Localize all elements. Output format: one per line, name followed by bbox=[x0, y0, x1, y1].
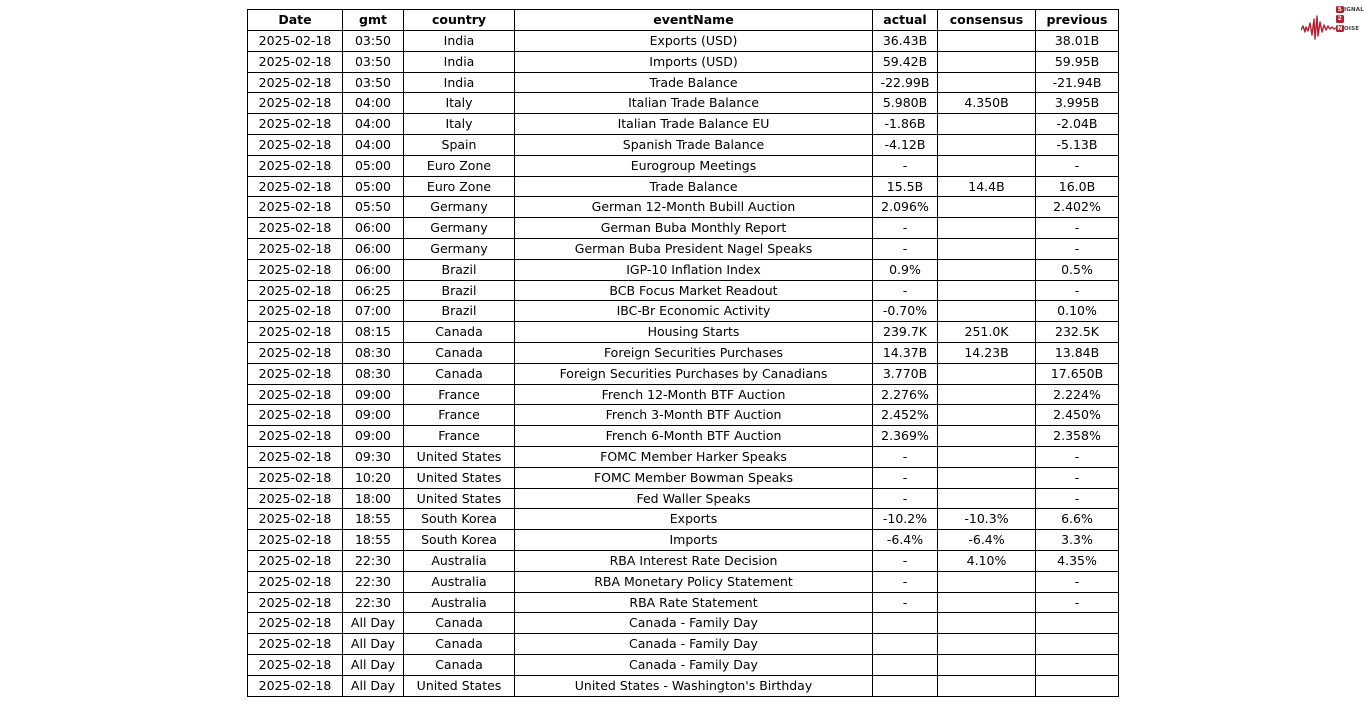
cell-Date: 2025-02-18 bbox=[248, 72, 343, 93]
cell-Date: 2025-02-18 bbox=[248, 467, 343, 488]
cell-country: Brazil bbox=[404, 280, 515, 301]
cell-country: India bbox=[404, 72, 515, 93]
cell-Date: 2025-02-18 bbox=[248, 488, 343, 509]
cell-gmt: 05:00 bbox=[343, 155, 404, 176]
cell-eventName: IBC-Br Economic Activity bbox=[515, 301, 873, 322]
cell-actual: 239.7K bbox=[873, 322, 938, 343]
cell-gmt: 18:55 bbox=[343, 509, 404, 530]
cell-consensus bbox=[938, 426, 1036, 447]
cell-eventName: Foreign Securities Purchases bbox=[515, 342, 873, 363]
cell-Date: 2025-02-18 bbox=[248, 134, 343, 155]
table-row bbox=[248, 301, 1119, 322]
cell-gmt: 22:30 bbox=[343, 550, 404, 571]
cell-eventName: Canada - Family Day bbox=[515, 634, 873, 655]
signal2noise-logo bbox=[1301, 4, 1363, 44]
events-table bbox=[247, 9, 1119, 697]
table-row bbox=[248, 114, 1119, 135]
cell-actual bbox=[873, 613, 938, 634]
cell-previous: 13.84B bbox=[1036, 342, 1119, 363]
cell-country: Canada bbox=[404, 634, 515, 655]
cell-consensus bbox=[938, 363, 1036, 384]
cell-eventName: RBA Rate Statement bbox=[515, 592, 873, 613]
cell-eventName: German Buba Monthly Report bbox=[515, 218, 873, 239]
table-row bbox=[248, 613, 1119, 634]
cell-previous: 0.5% bbox=[1036, 259, 1119, 280]
cell-actual: 14.37B bbox=[873, 342, 938, 363]
table-row bbox=[248, 72, 1119, 93]
cell-gmt: 05:00 bbox=[343, 176, 404, 197]
cell-eventName: German 12-Month Bubill Auction bbox=[515, 197, 873, 218]
cell-eventName: German Buba President Nagel Speaks bbox=[515, 238, 873, 259]
cell-previous: -2.04B bbox=[1036, 114, 1119, 135]
cell-eventName: Fed Waller Speaks bbox=[515, 488, 873, 509]
logo-signal-rest: IGNAL bbox=[1344, 6, 1364, 13]
cell-actual: -4.12B bbox=[873, 134, 938, 155]
cell-eventName: Canada - Family Day bbox=[515, 613, 873, 634]
cell-actual: 36.43B bbox=[873, 31, 938, 52]
cell-consensus: -10.3% bbox=[938, 509, 1036, 530]
cell-previous bbox=[1036, 634, 1119, 655]
cell-eventName: Housing Starts bbox=[515, 322, 873, 343]
cell-consensus bbox=[938, 238, 1036, 259]
cell-consensus bbox=[938, 571, 1036, 592]
cell-consensus bbox=[938, 384, 1036, 405]
cell-eventName: Eurogroup Meetings bbox=[515, 155, 873, 176]
cell-consensus bbox=[938, 134, 1036, 155]
cell-previous bbox=[1036, 675, 1119, 696]
cell-country: United States bbox=[404, 488, 515, 509]
cell-eventName: Imports (USD) bbox=[515, 51, 873, 72]
cell-previous: -21.94B bbox=[1036, 72, 1119, 93]
table-row bbox=[248, 93, 1119, 114]
cell-gmt: 08:30 bbox=[343, 363, 404, 384]
cell-actual: -10.2% bbox=[873, 509, 938, 530]
column-header-country: country bbox=[404, 10, 515, 31]
cell-consensus: 251.0K bbox=[938, 322, 1036, 343]
cell-gmt: 09:00 bbox=[343, 384, 404, 405]
cell-gmt: 05:50 bbox=[343, 197, 404, 218]
cell-country: Germany bbox=[404, 238, 515, 259]
cell-country: Australia bbox=[404, 571, 515, 592]
cell-country: France bbox=[404, 405, 515, 426]
column-header-actual: actual bbox=[873, 10, 938, 31]
cell-Date: 2025-02-18 bbox=[248, 634, 343, 655]
cell-previous: - bbox=[1036, 592, 1119, 613]
cell-consensus bbox=[938, 155, 1036, 176]
cell-consensus: 4.10% bbox=[938, 550, 1036, 571]
cell-Date: 2025-02-18 bbox=[248, 114, 343, 135]
cell-country: Germany bbox=[404, 218, 515, 239]
cell-consensus: 4.350B bbox=[938, 93, 1036, 114]
cell-Date: 2025-02-18 bbox=[248, 31, 343, 52]
cell-actual: - bbox=[873, 592, 938, 613]
cell-eventName: French 3-Month BTF Auction bbox=[515, 405, 873, 426]
cell-eventName: Italian Trade Balance bbox=[515, 93, 873, 114]
cell-actual: 5.980B bbox=[873, 93, 938, 114]
cell-previous: 2.450% bbox=[1036, 405, 1119, 426]
cell-gmt: 22:30 bbox=[343, 571, 404, 592]
cell-gmt: 06:00 bbox=[343, 259, 404, 280]
table-header bbox=[248, 10, 1119, 31]
cell-gmt: 07:00 bbox=[343, 301, 404, 322]
table-row bbox=[248, 363, 1119, 384]
table-row bbox=[248, 384, 1119, 405]
table-row bbox=[248, 654, 1119, 675]
cell-country: United States bbox=[404, 446, 515, 467]
cell-country: France bbox=[404, 384, 515, 405]
cell-previous: 38.01B bbox=[1036, 31, 1119, 52]
table-row bbox=[248, 426, 1119, 447]
cell-actual: 2.096% bbox=[873, 197, 938, 218]
cell-gmt: All Day bbox=[343, 634, 404, 655]
cell-gmt: 06:00 bbox=[343, 238, 404, 259]
cell-actual: - bbox=[873, 218, 938, 239]
cell-eventName: Trade Balance bbox=[515, 72, 873, 93]
cell-Date: 2025-02-18 bbox=[248, 426, 343, 447]
cell-previous: - bbox=[1036, 218, 1119, 239]
cell-previous: 2.358% bbox=[1036, 426, 1119, 447]
cell-previous: - bbox=[1036, 155, 1119, 176]
cell-actual: -0.70% bbox=[873, 301, 938, 322]
cell-eventName: IGP-10 Inflation Index bbox=[515, 259, 873, 280]
cell-consensus bbox=[938, 31, 1036, 52]
cell-Date: 2025-02-18 bbox=[248, 197, 343, 218]
cell-country: Canada bbox=[404, 363, 515, 384]
cell-previous: - bbox=[1036, 571, 1119, 592]
cell-gmt: 03:50 bbox=[343, 51, 404, 72]
cell-country: Brazil bbox=[404, 301, 515, 322]
cell-Date: 2025-02-18 bbox=[248, 259, 343, 280]
cell-actual: 0.9% bbox=[873, 259, 938, 280]
logo-line-noise bbox=[1336, 24, 1364, 33]
cell-country: Italy bbox=[404, 114, 515, 135]
cell-country: Euro Zone bbox=[404, 176, 515, 197]
cell-Date: 2025-02-18 bbox=[248, 530, 343, 551]
cell-consensus bbox=[938, 280, 1036, 301]
cell-Date: 2025-02-18 bbox=[248, 322, 343, 343]
cell-eventName: BCB Focus Market Readout bbox=[515, 280, 873, 301]
cell-consensus: 14.4B bbox=[938, 176, 1036, 197]
cell-country: Australia bbox=[404, 592, 515, 613]
table-row bbox=[248, 218, 1119, 239]
cell-country: Italy bbox=[404, 93, 515, 114]
cell-consensus bbox=[938, 654, 1036, 675]
cell-country: Germany bbox=[404, 197, 515, 218]
cell-country: France bbox=[404, 426, 515, 447]
cell-Date: 2025-02-18 bbox=[248, 342, 343, 363]
cell-previous: 0.10% bbox=[1036, 301, 1119, 322]
cell-Date: 2025-02-18 bbox=[248, 675, 343, 696]
cell-consensus bbox=[938, 301, 1036, 322]
column-header-gmt: gmt bbox=[343, 10, 404, 31]
cell-actual: -1.86B bbox=[873, 114, 938, 135]
logo-n-badge: N bbox=[1337, 24, 1343, 32]
cell-actual bbox=[873, 634, 938, 655]
cell-actual: -22.99B bbox=[873, 72, 938, 93]
table-row bbox=[248, 134, 1119, 155]
cell-consensus bbox=[938, 592, 1036, 613]
column-header-consensus: consensus bbox=[938, 10, 1036, 31]
cell-previous: - bbox=[1036, 280, 1119, 301]
cell-actual: 59.42B bbox=[873, 51, 938, 72]
table-row bbox=[248, 446, 1119, 467]
cell-country: Canada bbox=[404, 613, 515, 634]
cell-consensus bbox=[938, 446, 1036, 467]
cell-country: United States bbox=[404, 467, 515, 488]
cell-country: Euro Zone bbox=[404, 155, 515, 176]
cell-Date: 2025-02-18 bbox=[248, 654, 343, 675]
table-row bbox=[248, 197, 1119, 218]
cell-consensus bbox=[938, 51, 1036, 72]
cell-actual: 15.5B bbox=[873, 176, 938, 197]
cell-consensus: -6.4% bbox=[938, 530, 1036, 551]
cell-country: Spain bbox=[404, 134, 515, 155]
cell-actual bbox=[873, 654, 938, 675]
cell-actual: 2.276% bbox=[873, 384, 938, 405]
cell-previous: 2.402% bbox=[1036, 197, 1119, 218]
cell-actual: - bbox=[873, 446, 938, 467]
cell-actual: - bbox=[873, 571, 938, 592]
cell-gmt: 09:30 bbox=[343, 446, 404, 467]
table-row bbox=[248, 238, 1119, 259]
cell-actual: - bbox=[873, 155, 938, 176]
cell-gmt: 18:00 bbox=[343, 488, 404, 509]
cell-Date: 2025-02-18 bbox=[248, 592, 343, 613]
cell-gmt: All Day bbox=[343, 613, 404, 634]
cell-previous: - bbox=[1036, 488, 1119, 509]
cell-Date: 2025-02-18 bbox=[248, 363, 343, 384]
cell-actual: - bbox=[873, 488, 938, 509]
cell-actual: 2.369% bbox=[873, 426, 938, 447]
cell-previous: 17.650B bbox=[1036, 363, 1119, 384]
column-header-eventName: eventName bbox=[515, 10, 873, 31]
cell-Date: 2025-02-18 bbox=[248, 238, 343, 259]
cell-actual bbox=[873, 675, 938, 696]
cell-previous: 16.0B bbox=[1036, 176, 1119, 197]
cell-Date: 2025-02-18 bbox=[248, 613, 343, 634]
header-row bbox=[248, 10, 1119, 31]
cell-eventName: French 6-Month BTF Auction bbox=[515, 426, 873, 447]
cell-Date: 2025-02-18 bbox=[248, 155, 343, 176]
table-row bbox=[248, 322, 1119, 343]
cell-previous: 3.995B bbox=[1036, 93, 1119, 114]
cell-gmt: 08:15 bbox=[343, 322, 404, 343]
cell-gmt: 09:00 bbox=[343, 426, 404, 447]
cell-previous bbox=[1036, 613, 1119, 634]
table-row bbox=[248, 509, 1119, 530]
cell-actual: - bbox=[873, 467, 938, 488]
table-row bbox=[248, 550, 1119, 571]
table-row bbox=[248, 155, 1119, 176]
cell-previous bbox=[1036, 654, 1119, 675]
table-row bbox=[248, 634, 1119, 655]
logo-line-signal bbox=[1336, 5, 1364, 14]
cell-eventName: Italian Trade Balance EU bbox=[515, 114, 873, 135]
cell-eventName: RBA Monetary Policy Statement bbox=[515, 571, 873, 592]
cell-Date: 2025-02-18 bbox=[248, 301, 343, 322]
column-header-previous: previous bbox=[1036, 10, 1119, 31]
cell-consensus bbox=[938, 613, 1036, 634]
cell-previous: 4.35% bbox=[1036, 550, 1119, 571]
table-row bbox=[248, 405, 1119, 426]
cell-gmt: 18:55 bbox=[343, 530, 404, 551]
cell-previous: 232.5K bbox=[1036, 322, 1119, 343]
cell-eventName: FOMC Member Bowman Speaks bbox=[515, 467, 873, 488]
cell-consensus: 14.23B bbox=[938, 342, 1036, 363]
logo-text bbox=[1336, 5, 1364, 34]
cell-country: South Korea bbox=[404, 509, 515, 530]
cell-actual: 2.452% bbox=[873, 405, 938, 426]
economic-calendar bbox=[247, 9, 1119, 697]
table-row bbox=[248, 488, 1119, 509]
logo-s-badge: S bbox=[1337, 5, 1342, 13]
cell-previous: - bbox=[1036, 238, 1119, 259]
cell-previous: -5.13B bbox=[1036, 134, 1119, 155]
cell-eventName: RBA Interest Rate Decision bbox=[515, 550, 873, 571]
cell-gmt: All Day bbox=[343, 675, 404, 696]
cell-gmt: 04:00 bbox=[343, 114, 404, 135]
cell-consensus bbox=[938, 488, 1036, 509]
cell-previous: - bbox=[1036, 446, 1119, 467]
cell-gmt: 22:30 bbox=[343, 592, 404, 613]
cell-gmt: 10:20 bbox=[343, 467, 404, 488]
cell-country: Canada bbox=[404, 322, 515, 343]
cell-previous: 59.95B bbox=[1036, 51, 1119, 72]
cell-Date: 2025-02-18 bbox=[248, 280, 343, 301]
column-header-Date: Date bbox=[248, 10, 343, 31]
table-row bbox=[248, 176, 1119, 197]
table-row bbox=[248, 51, 1119, 72]
cell-country: India bbox=[404, 51, 515, 72]
cell-actual: - bbox=[873, 238, 938, 259]
table-row bbox=[248, 592, 1119, 613]
cell-previous: 3.3% bbox=[1036, 530, 1119, 551]
cell-consensus bbox=[938, 405, 1036, 426]
table-row bbox=[248, 571, 1119, 592]
cell-gmt: 06:00 bbox=[343, 218, 404, 239]
cell-Date: 2025-02-18 bbox=[248, 93, 343, 114]
cell-gmt: 04:00 bbox=[343, 93, 404, 114]
logo-line-2 bbox=[1336, 15, 1364, 24]
cell-previous: 6.6% bbox=[1036, 509, 1119, 530]
cell-gmt: 03:50 bbox=[343, 72, 404, 93]
cell-Date: 2025-02-18 bbox=[248, 384, 343, 405]
cell-eventName: Trade Balance bbox=[515, 176, 873, 197]
waveform-icon bbox=[1301, 14, 1339, 40]
cell-actual: - bbox=[873, 280, 938, 301]
cell-actual: - bbox=[873, 550, 938, 571]
cell-eventName: Exports (USD) bbox=[515, 31, 873, 52]
cell-Date: 2025-02-18 bbox=[248, 176, 343, 197]
cell-gmt: All Day bbox=[343, 654, 404, 675]
cell-Date: 2025-02-18 bbox=[248, 550, 343, 571]
cell-country: Australia bbox=[404, 550, 515, 571]
cell-eventName: French 12-Month BTF Auction bbox=[515, 384, 873, 405]
cell-consensus bbox=[938, 114, 1036, 135]
cell-consensus bbox=[938, 218, 1036, 239]
cell-consensus bbox=[938, 197, 1036, 218]
cell-eventName: FOMC Member Harker Speaks bbox=[515, 446, 873, 467]
cell-eventName: Foreign Securities Purchases by Canadians bbox=[515, 363, 873, 384]
cell-actual: 3.770B bbox=[873, 363, 938, 384]
cell-gmt: 06:25 bbox=[343, 280, 404, 301]
cell-country: South Korea bbox=[404, 530, 515, 551]
cell-country: Canada bbox=[404, 342, 515, 363]
cell-actual: -6.4% bbox=[873, 530, 938, 551]
cell-gmt: 09:00 bbox=[343, 405, 404, 426]
cell-Date: 2025-02-18 bbox=[248, 218, 343, 239]
logo-2-badge: 2 bbox=[1337, 15, 1342, 23]
cell-eventName: Imports bbox=[515, 530, 873, 551]
table-body bbox=[248, 31, 1119, 697]
cell-Date: 2025-02-18 bbox=[248, 51, 343, 72]
cell-consensus bbox=[938, 259, 1036, 280]
cell-Date: 2025-02-18 bbox=[248, 509, 343, 530]
cell-gmt: 03:50 bbox=[343, 31, 404, 52]
cell-country: United States bbox=[404, 675, 515, 696]
table-row bbox=[248, 530, 1119, 551]
table-row bbox=[248, 342, 1119, 363]
table-row bbox=[248, 467, 1119, 488]
cell-eventName: Spanish Trade Balance bbox=[515, 134, 873, 155]
table-row bbox=[248, 675, 1119, 696]
table-row bbox=[248, 31, 1119, 52]
cell-consensus bbox=[938, 72, 1036, 93]
table-row bbox=[248, 280, 1119, 301]
cell-gmt: 04:00 bbox=[343, 134, 404, 155]
cell-previous: 2.224% bbox=[1036, 384, 1119, 405]
cell-country: Canada bbox=[404, 654, 515, 675]
cell-country: India bbox=[404, 31, 515, 52]
table-row bbox=[248, 259, 1119, 280]
cell-eventName: United States - Washington's Birthday bbox=[515, 675, 873, 696]
cell-consensus bbox=[938, 675, 1036, 696]
cell-country: Brazil bbox=[404, 259, 515, 280]
logo-noise-rest: OISE bbox=[1344, 25, 1360, 32]
cell-eventName: Canada - Family Day bbox=[515, 654, 873, 675]
cell-Date: 2025-02-18 bbox=[248, 405, 343, 426]
cell-Date: 2025-02-18 bbox=[248, 571, 343, 592]
cell-Date: 2025-02-18 bbox=[248, 446, 343, 467]
cell-consensus bbox=[938, 467, 1036, 488]
cell-previous: - bbox=[1036, 467, 1119, 488]
cell-gmt: 08:30 bbox=[343, 342, 404, 363]
cell-eventName: Exports bbox=[515, 509, 873, 530]
cell-consensus bbox=[938, 634, 1036, 655]
